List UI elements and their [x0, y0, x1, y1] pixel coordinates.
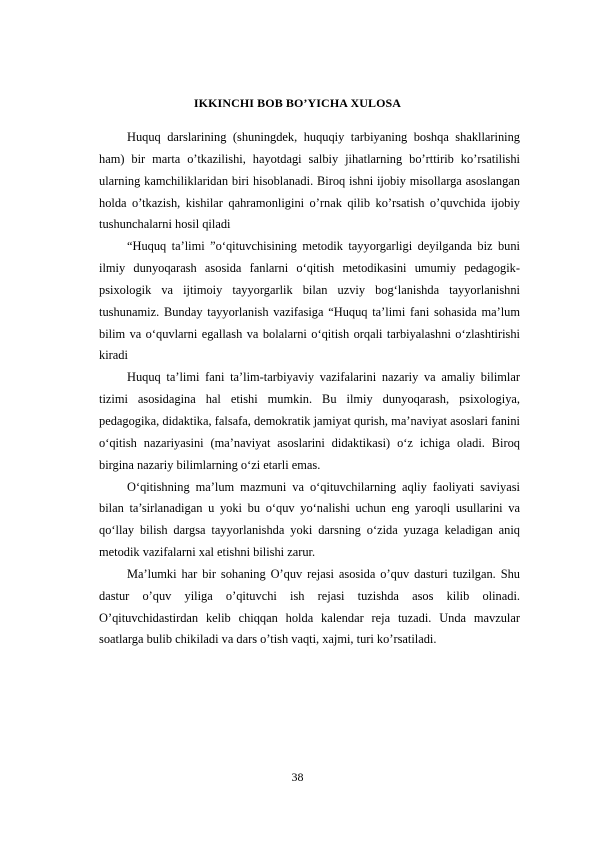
chapter-conclusion-heading: IKKINCHI BOB BO’YICHA XULOSA [193, 96, 402, 110]
paragraph-4: O‘qitishning ma’lum mazmuni va o‘qituvchilarning aqliy faoliyati saviyasi bilan ta’sirlanadigan u yoki bu o‘quv yo‘nalishi uchun eng yaroqli usullarini va qo‘llay bilish dargsa tayyorlanishda yoki darsning o‘zida yuzaga keladigan aniq metodik vazifalarni xal etishni bilishi zarur. [99, 479, 520, 560]
paragraph-2: “Huquq ta’limi ”o‘qituvchisining metodik tayyorgarligi deyilganda biz buni ilmiy dunyoqarash asosida fanlarni o‘qitish metodikasini umumiy pedagogik-psixologik va ijtimoiy tayyorgarlik bilan uzviy bog‘lanishda tayyorlanishni tushunamiz. Bunday tayyorlanish vazifasiga “Huquq ta’limi fani sohasida ma’lum bilim va o‘quvlarni egallash va bolalarni o‘qitish orqali tarbiyalashni o‘zlashtirishi kiradi [99, 239, 520, 363]
paragraph-5: Ma’lumki har bir sohaning O’quv rejasi asosida o’quv dasturi tuzilgan. Shu dastur o’quv yiliga o’qituvchi ish rejasi tuzishda asos kilib olinadi. O’qituvchidastirdan kelib chiqqan holda kalendar reja tuzadi. Unda mavzular soatlarga bulib chikiladi va dars o’tish vaqti, xajmi, turi ko’rsatiladi. [99, 566, 520, 647]
paragraph-1: Huquq darslarining (shuningdek, huquqiy tarbiyaning boshqa shakllarining ham) bir marta o’tkazilishi, hayotdagi salbiy jihatlarning bo’rttirib ko’rsatilishi ularning kamchiliklaridan biri hisoblanadi. Biroq ishni ijobiy misollarga asoslangan holda o’tkazish, kishilar qahramonligini o’rnak qilib ko’rsatish o’quvchida ijobiy tushunchalarni hosil qiladi [99, 130, 520, 232]
page-number: 38 [291, 770, 304, 784]
body-text [99, 127, 520, 651]
paragraph-3: Huquq ta’limi fani ta’lim-tarbiyaviy vazifalarini nazariy va amaliy bilimlar tizimi asosidagina hal etishi mumkin. Bu ilmiy dunyoqarash, psixologiya, pedagogika, didaktika, falsafa, demokratik jamiyat qurish, ma’naviyat asoslari fanini o‘qitish nazariyasini (ma’naviyat asoslarini didaktikasi) o‘z ichiga oladi. Biroq birgina nazariy bilimlarning o‘zi etarli emas. [99, 370, 520, 472]
